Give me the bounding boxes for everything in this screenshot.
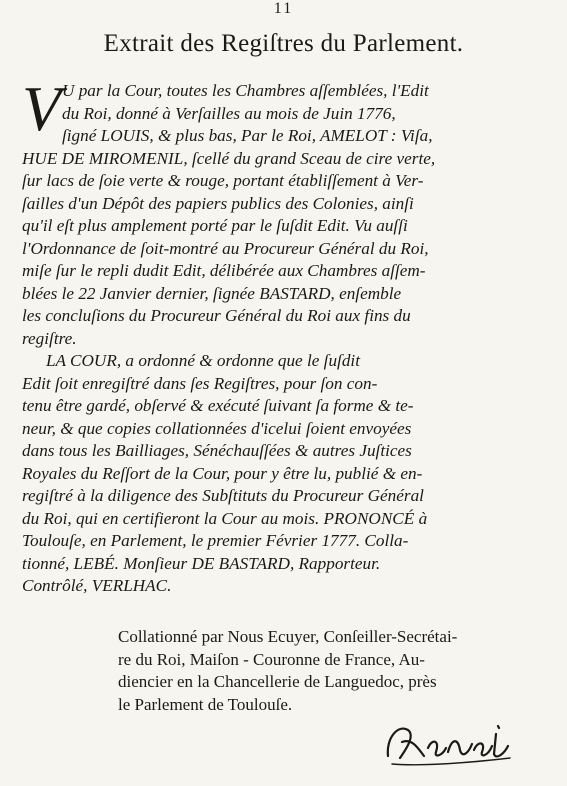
- page-number: 11: [273, 0, 294, 17]
- decree-line: neur, & que copies collationnées d'icelui ſoient envoyées: [22, 418, 412, 438]
- attestation-line: re du Roi, Maiſon - Couronne de France, Au-: [118, 649, 425, 669]
- decree-line: regiſtre.: [22, 328, 77, 348]
- decree-line: du Roi, donné à Verſailles au mois de Juin 1776,: [62, 103, 396, 123]
- decree-line: U par la Cour, toutes les Chambres aſſemblées, l'Edit: [62, 81, 429, 100]
- attestation-line: diencier en la Chancellerie de Languedoc, près: [118, 672, 437, 691]
- decree-line: Edit ſoit enregiſtré dans ſes Regiſtres, pour ſon con-: [22, 373, 378, 393]
- decree-line: tionné, LEBÉ. Monſieur DE BASTARD, Rapporteur.: [22, 553, 381, 573]
- decree-line: LA COUR, a ordonné & ordonne que le ſuſdit: [46, 351, 360, 370]
- decree-line: regiſtré à la diligence des Subſtituts du Procureur Général: [22, 486, 424, 505]
- decree-line: dans tous les Bailliages, Sénéchauſſées & autres Juſtices: [22, 441, 412, 460]
- decree-line: qu'il eſt plus amplement porté par le ſuſdit Edit. Vu auſſi: [22, 216, 408, 235]
- decree-line: miſe ſur le repli dudit Edit, délibérée aux Chambres aſſem-: [22, 261, 426, 280]
- drop-cap: V: [22, 73, 62, 144]
- page-title: Extrait des Regiſtres du Parlement.: [103, 30, 464, 57]
- decree-line: Contrôlé, VERLHAC.: [22, 576, 172, 595]
- decree-line: tenu être gardé, obſervé & exécuté ſuivant ſa forme & te-: [22, 396, 414, 415]
- decree-line: les concluſions du Procureur Général du Roi aux fins du: [22, 306, 411, 325]
- attestation: [118, 626, 558, 716]
- decree-line: HUE DE MIROMENIL, ſcellé du grand Sceau de cire verte,: [22, 148, 436, 168]
- decree-line: Toulouſe, en Parlement, le premier Février 1777. Colla-: [22, 531, 409, 550]
- decree-text: [22, 73, 552, 598]
- attestation-line: le Parlement de Toulouſe.: [118, 694, 293, 714]
- decree-line: l'Ordonnance de ſoit-montré au Procureur Général du Roi,: [22, 238, 429, 258]
- decree-line: ſailles d'un Dépôt des papiers publics des Colonies, ainſi: [22, 193, 414, 213]
- decree-line: Royales du Reſſort de la Cour, pour y être lu, publié & en-: [22, 463, 423, 483]
- decree-line: blées le 22 Janvier dernier, ſignée BASTARD, enſemble: [22, 283, 402, 303]
- decree-line: ſigné LOUIS, & plus bas, Par le Roi, AMELOT : Viſa,: [62, 126, 433, 145]
- decree-line: du Roi, qui en certifieront la Cour au mois. PRONONCÉ à: [22, 508, 428, 528]
- decree-line: ſur lacs de ſoie verte & rouge, portant établiſſement à Ver-: [22, 171, 424, 190]
- handwritten-signature: [378, 708, 528, 770]
- attestation-line: Collationné par Nous Ecuyer, Conſeiller-Secrétai-: [118, 627, 458, 646]
